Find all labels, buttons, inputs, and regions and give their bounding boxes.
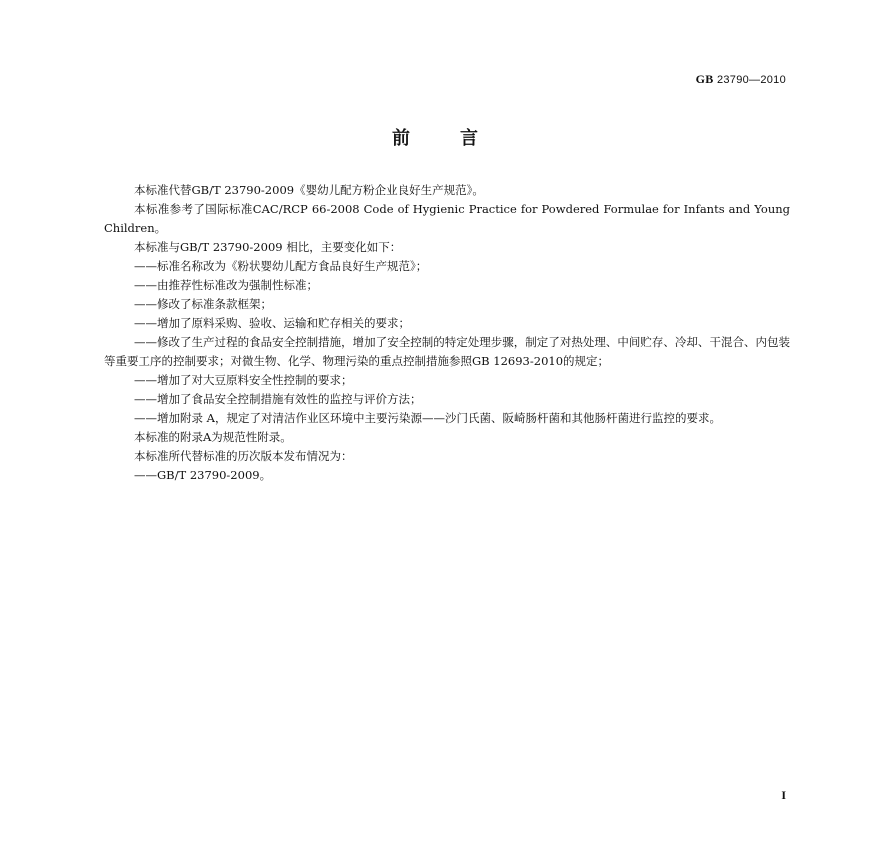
list-item: ——标准名称改为《粉状婴幼儿配方食品良好生产规范》；: [134, 259, 428, 273]
standard-code: [696, 72, 786, 87]
list-item: ——GB/T 23790-2009。: [134, 468, 272, 482]
paragraph: 本标准所代替标准的历次版本发布情况为：: [134, 449, 353, 463]
paragraph: 本标准的附录A为规范性附录。: [134, 430, 292, 444]
list-item: ——由推荐性标准改为强制性标准；: [134, 278, 318, 292]
list-item: ——增加了食品安全控制措施有效性的监控与评价方法；: [134, 392, 422, 406]
standard-number: 23790—2010: [716, 74, 786, 86]
paragraph: 本标准与GB/T 23790-2009 相比，主要变化如下：: [134, 240, 402, 254]
standard-prefix: GB: [695, 72, 714, 86]
list-item: ——增加了对大豆原料安全性控制的要求；: [134, 373, 353, 387]
foreword-body: [104, 181, 790, 485]
list-item: ——增加了原料采购、验收、运输和贮存相关的要求；: [134, 316, 410, 330]
list-item: ——修改了标准条款框架；: [134, 297, 272, 311]
list-item: ——增加附录 A，规定了对清洁作业区环境中主要污染源——沙门氏菌、阪崎肠杆菌和其他肠杆菌进行监控的要求。: [134, 411, 721, 425]
page-title: 前言: [392, 128, 528, 149]
list-item: ——修改了生产过程的食品安全控制措施，增加了安全控制的特定处理步骤，制定了对热处理、中间贮存、冷却、干混合、内包装等重要工序的控制要求；对微生物、化学、物理污染的重点控制措施参照GB 12693-2010的规定；: [104, 335, 790, 368]
paragraph: 本标准代替GB/T 23790-2009《婴幼儿配方粉企业良好生产规范》。: [134, 183, 484, 197]
paragraph: 本标准参考了国际标准CAC/RCP 66-2008 Code of Hygienic Practice for Powdered Formulae for Infants and Young Children。: [104, 202, 790, 235]
page-number: I: [781, 788, 786, 802]
